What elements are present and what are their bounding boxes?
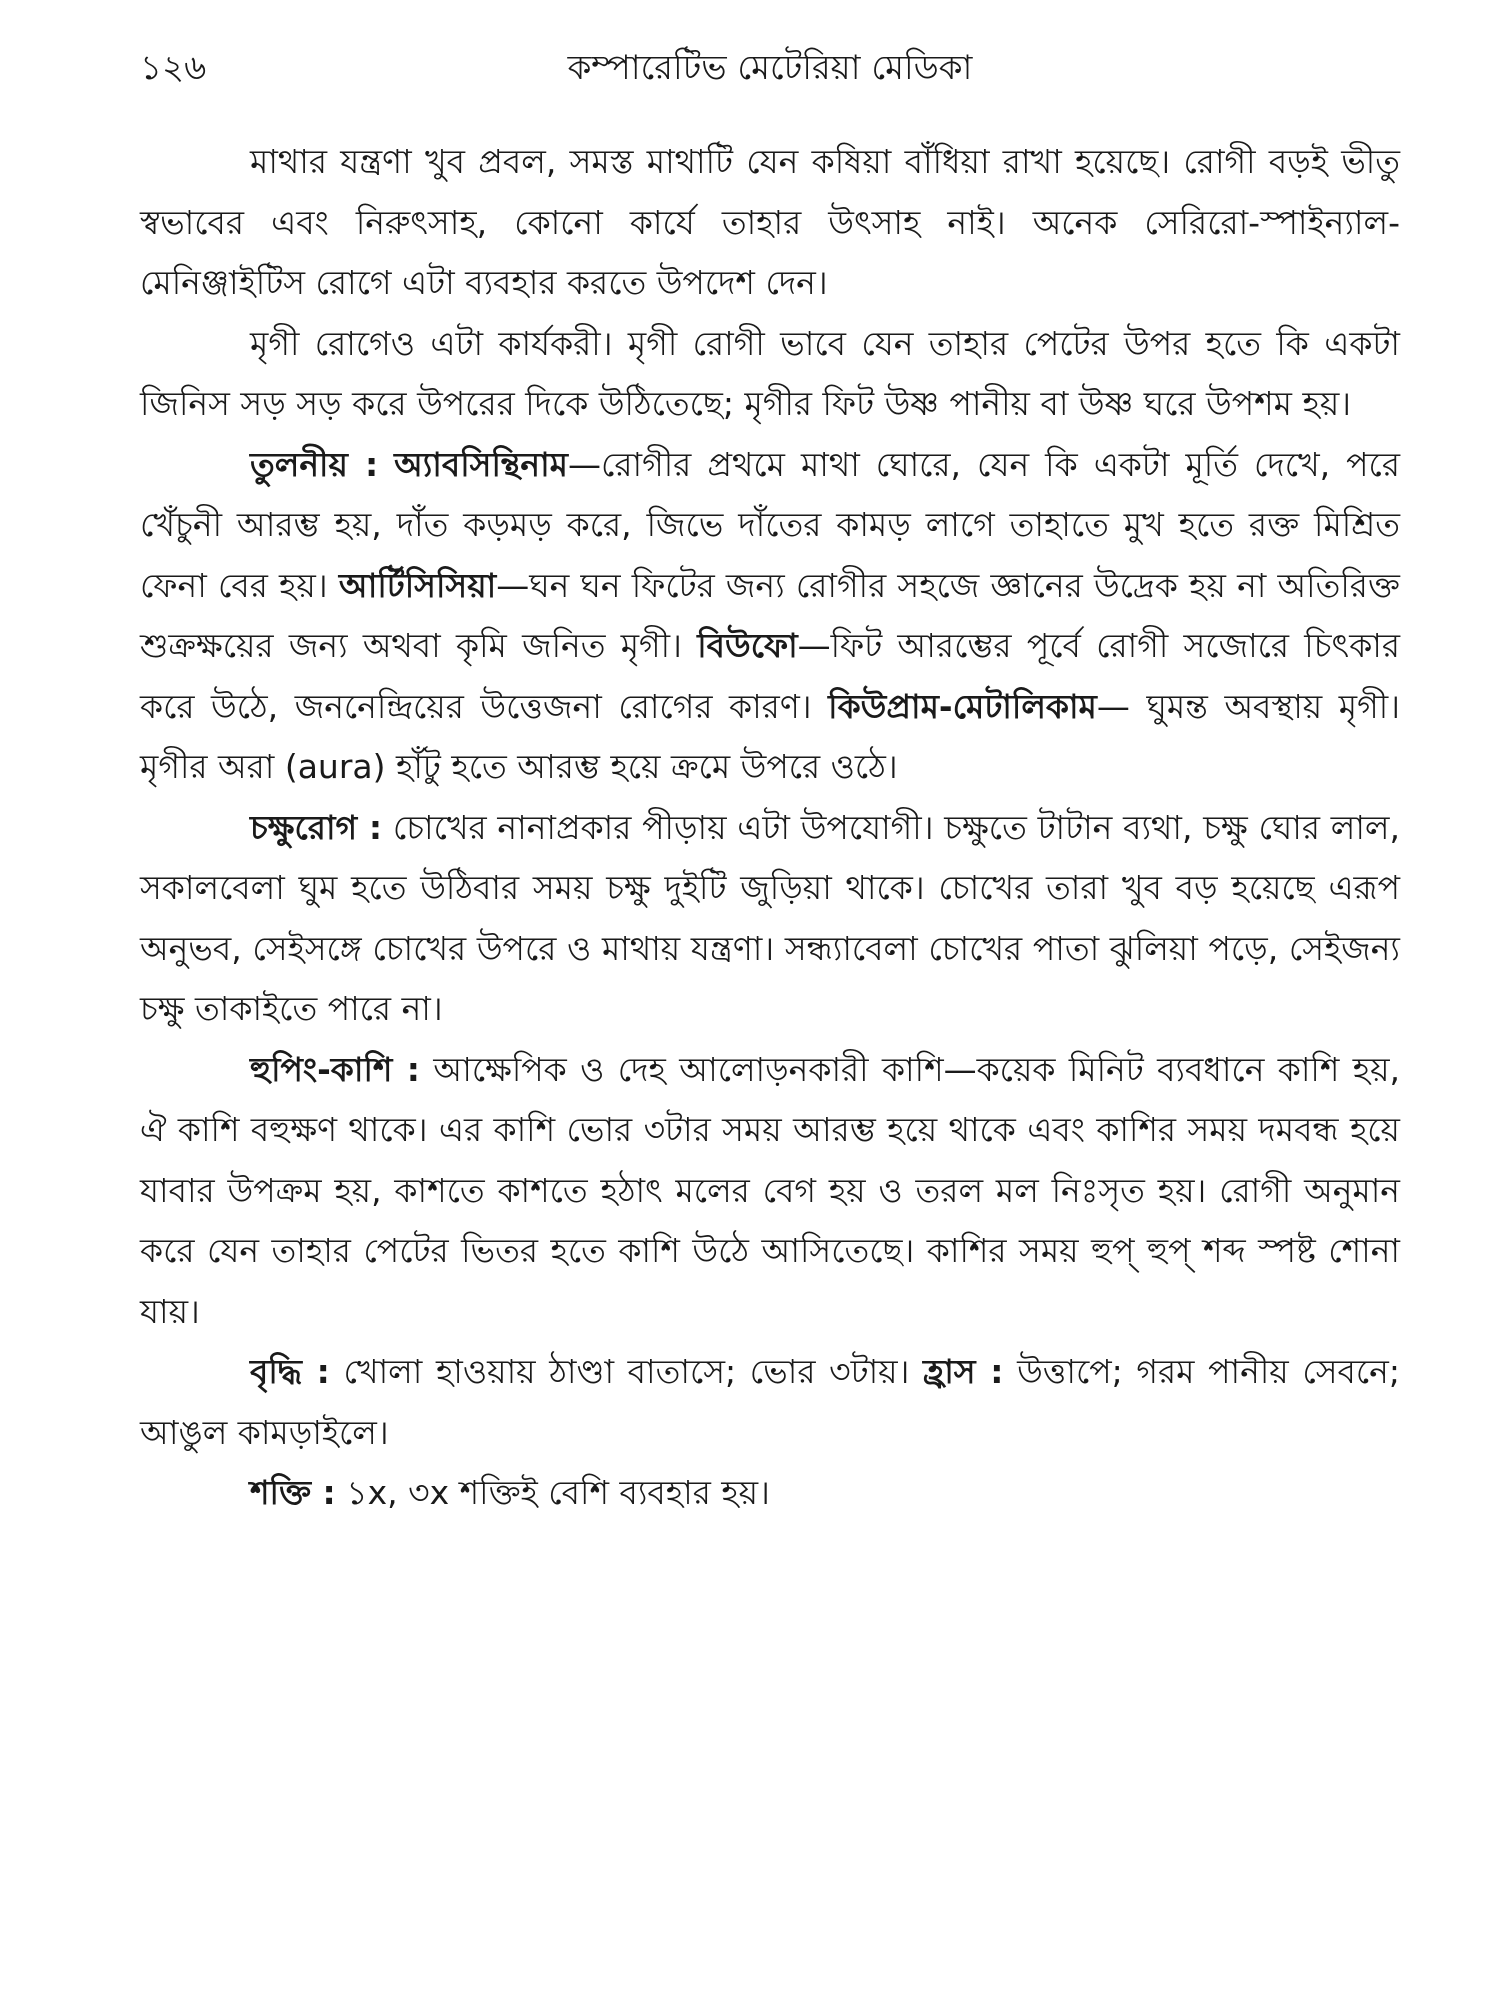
running-title: কম্পারেটিভ মেটেরিয়া মেডিকা xyxy=(567,48,973,88)
paragraph-text: মাথার যন্ত্রণা খুব প্রবল, সমস্ত মাথাটি যেন কষিয়া বাঁধিয়া রাখা হয়েছে। রোগী বড়ই ভীতু স্বভাবের এবং নিরুৎসাহ, কোনো কার্যে তাহার উৎসাহ নাই। অনেক সেরিরো-স্পাইন্যাল-মেনিঞ্জাইটিস রোগে এটা ব্যবহার করতে উপদেশ দেন। xyxy=(140,142,1400,302)
remedy-description: —ঘন ঘন ফিটের জন্য রোগীর সহজে জ্ঞানের উদ্রেক হয় না অতিরিক্ত শুক্রক্ষয়ের জন্য অথবা কৃমি জনিত মৃগী। xyxy=(140,565,1400,665)
paragraph-whooping-cough xyxy=(140,1040,1400,1343)
aggravation-label: বৃদ্ধি : xyxy=(250,1352,330,1391)
page-number: ১২৬ xyxy=(140,48,207,88)
paragraph-potency xyxy=(140,1463,1400,1524)
body-text xyxy=(140,132,1400,1524)
remedy-description: — ঘুমন্ত অবস্থায় মৃগী। মৃগীর অরা (aura) হাঁটু হতে আরম্ভ হয়ে ক্রমে উপরে ওঠে। xyxy=(140,686,1400,786)
paragraph-comparison xyxy=(140,435,1400,798)
whooping-cough-label: হুপিং-কাশি : xyxy=(250,1049,420,1089)
paragraph-text: চোখের নানাপ্রকার পীড়ায় এটা উপযোগী। চক্ষুতে টাটান ব্যথা, চক্ষু ঘোর লাল, সকালবেলা ঘুম হতে উঠিবার সময় চক্ষু দুইটি জুড়িয়া থাকে। চোখের তারা খুব বড় হয়েছে এরূপ অনুভব, সেইসঙ্গে চোখের উপরে ও মাথায় যন্ত্রণা। সন্ধ্যাবেলা চোখের পাতা ঝুলিয়া পড়ে, সেইজন্য চক্ষু তাকাইতে পারে না। xyxy=(140,807,1400,1028)
page-header xyxy=(140,40,1400,100)
potency-text: ১x, ৩x শক্তিই বেশি ব্যবহার হয়। xyxy=(335,1473,770,1512)
remedy-term-cuprum-metallicum: কিউপ্রাম-মেটালিকাম xyxy=(828,686,1097,726)
paragraph-text: আক্ষেপিক ও দেহ আলোড়নকারী কাশি—কয়েক মিনিট ব্যবধানে কাশি হয়, ঐ কাশি বহুক্ষণ থাকে। এর কাশি ভোর ৩টার সময় আরম্ভ হয়ে থাকে এবং কাশির সময় দমবন্ধ হয়ে যাবার উপক্রম হয়, কাশতে কাশতে হঠাৎ মলের বেগ হয় ও তরল মল নিঃসৃত হয়। রোগী অনুমান করে যেন তাহার পেটের ভিতর হতে কাশি উঠে আসিতেছে। কাশির সময় হুপ্ হুপ্ শব্দ স্পষ্ট শোনা যায়। xyxy=(140,1049,1400,1331)
potency-label: শক্তি : xyxy=(250,1473,336,1512)
remedy-term-artemisia: আর্টিসিসিয়া xyxy=(338,565,497,605)
paragraph-modalities xyxy=(140,1342,1400,1463)
remedy-term-bufo: বিউফো xyxy=(697,626,798,665)
remedy-term-absinthinum: অ্যাবসিন্থিনাম xyxy=(394,444,568,484)
comparison-label: তুলনীয় : xyxy=(250,444,379,484)
amelioration-text: উত্তাপে; গরম পানীয় সেবনে; আঙুল কামড়াইলে। xyxy=(140,1352,1400,1452)
aggravation-text: খোলা হাওয়ায় ঠাণ্ডা বাতাসে; ভোর ৩টায়। xyxy=(329,1352,910,1391)
paragraph-headache xyxy=(140,132,1400,314)
paragraph-text: মৃগী রোগেও এটা কার্যকরী। মৃগী রোগী ভাবে যেন তাহার পেটের উপর হতে কি একটা জিনিস সড় সড় করে উপরের দিকে উঠিতেছে; মৃগীর ফিট উষ্ণ পানীয় বা উষ্ণ ঘরে উপশম হয়। xyxy=(140,323,1400,423)
amelioration-label: হ্রাস : xyxy=(923,1352,1004,1391)
eye-disease-label: চক্ষুরোগ : xyxy=(250,807,383,847)
remedy-description: —ফিট আরম্ভের পূর্বে রোগী সজোরে চিৎকার করে উঠে, জননেন্দ্রিয়ের উত্তেজনা রোগের কারণ। xyxy=(140,626,1401,726)
paragraph-eye-disease xyxy=(140,798,1400,1040)
remedy-description: —রোগীর প্রথমে মাথা ঘোরে, যেন কি একটা মূর্তি দেখে, পরে খেঁচুনী আরম্ভ হয়, দাঁত কড়মড় করে, জিভে দাঁতের কামড় লাগে তাহাতে মুখ হতে রক্ত মিশ্রিত ফেনা বের হয়। xyxy=(140,444,1400,605)
paragraph-epilepsy xyxy=(140,314,1400,435)
